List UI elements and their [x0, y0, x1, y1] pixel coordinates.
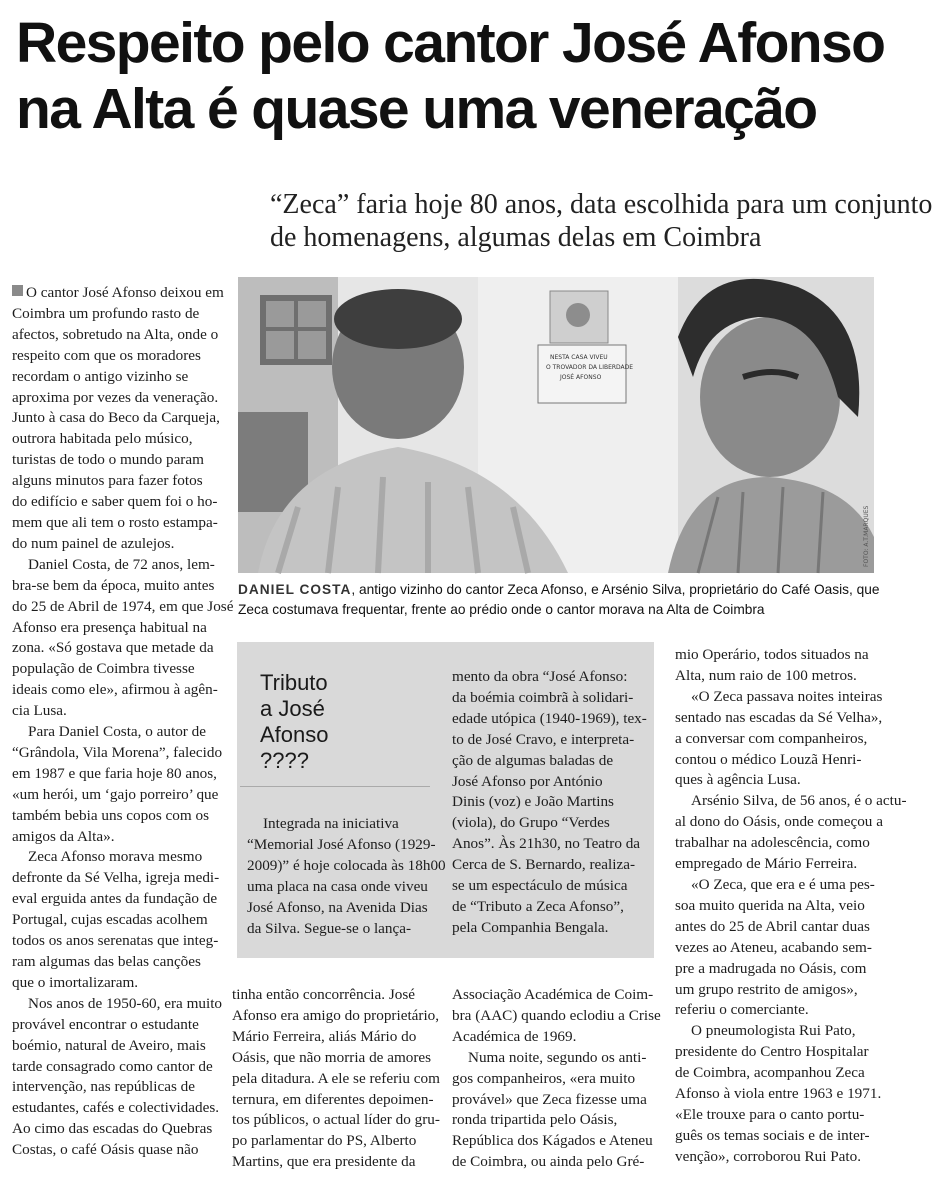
text-line: estudantes, cafés e colectividades. — [12, 1099, 220, 1117]
headline — [16, 10, 885, 142]
text-line: amigos da Alta». — [12, 827, 115, 845]
text-line: O pneumologista Rui Pato, — [691, 1022, 856, 1040]
sidebar-title-line: ???? — [260, 748, 309, 773]
text-line: ram algumas das belas canções — [12, 953, 201, 970]
text-line: República dos Kágados e Ateneu — [452, 1132, 653, 1150]
caption-line: Zeca costumava frequentar, frente ao prédio onde o cantor morava na Alta de Coimbra — [238, 602, 765, 617]
subhead-line: “Zeca” faria hoje 80 anos, data escolhida para um conjunto — [270, 189, 932, 220]
text-line: Afonso à viola entre 1963 e 1971. — [675, 1085, 882, 1103]
headline-line: na Alta é quase uma veneração — [16, 77, 817, 141]
text-line: Académica de 1969. — [452, 1027, 577, 1045]
text-line: mento da obra “José Afonso: — [452, 668, 628, 685]
sidebar-title-line: Tributo — [260, 670, 328, 695]
text-line: Coimbra um profundo rasto de — [12, 304, 200, 322]
text-line: pela Companhia Bengala. — [452, 918, 609, 936]
text-line: Cerca de S. Bernardo, realiza- — [452, 856, 635, 874]
article-column-1 — [12, 283, 234, 1161]
sidebar-title — [260, 670, 420, 774]
text-line: soa muito querida na Alta, veio — [675, 896, 865, 914]
text-line: todos os anos serenatas que integ- — [12, 932, 219, 950]
paragraph — [452, 667, 652, 939]
text-line: provável» que Zeca fizesse uma — [452, 1090, 647, 1108]
text-line: referiu o comerciante. — [675, 1001, 809, 1019]
text-line: uma placa na casa onde viveu — [247, 877, 428, 895]
plaque-text: NESTA CASA VIVEU — [550, 354, 608, 361]
text-line: bra (AAC) quando eclodiu a Crise — [452, 1006, 661, 1024]
text-line: Portugal, cujas escadas acolhem — [12, 911, 208, 929]
paragraph — [12, 555, 234, 722]
sidebar-column-left — [247, 814, 446, 939]
paragraph — [12, 283, 234, 555]
text-line: antes do 25 de Abril cantar duas — [675, 917, 870, 935]
text-line: defronte da Sé Velha, igreja medi- — [12, 869, 220, 887]
text-line: da boémia coimbrã à solidari- — [452, 688, 634, 706]
text-line: Nos anos de 1950-60, era muito — [28, 994, 223, 1012]
text-line: Afonso era presença habitual na — [12, 618, 207, 636]
text-line: to de José Cravo, e interpreta- — [452, 730, 635, 748]
text-line: turistas de todo o mundo param — [12, 451, 204, 469]
text-line: de Coimbra, ou ainda pelo Gré- — [452, 1153, 645, 1171]
paragraph — [12, 722, 234, 847]
text-line: Daniel Costa, de 72 anos, lem- — [28, 555, 215, 573]
text-line: um grupo restrito de amigos», — [675, 980, 858, 998]
text-line: zona. «Só gostava que metade da — [12, 639, 214, 657]
text-line: Para Daniel Costa, o autor de — [28, 723, 206, 741]
caption-name: DANIEL COSTA — [238, 582, 352, 597]
text-line: do 25 de Abril de 1974, em que José — [12, 597, 234, 615]
text-line: po parlamentar do PS, Alberto — [232, 1132, 417, 1150]
paragraph — [675, 645, 878, 687]
sidebar-title-line: a José — [260, 696, 325, 721]
paragraph — [675, 687, 883, 792]
text-line: ques à agência Lusa. — [675, 771, 801, 789]
text-line: Integrada na iniciativa — [263, 815, 399, 832]
text-line: mio Operário, todos situados na — [675, 646, 869, 663]
photo-illustration — [238, 277, 874, 573]
text-line: Zeca Afonso morava mesmo — [28, 848, 203, 866]
text-line: Afonso era amigo do proprietário, — [232, 1006, 440, 1024]
text-line: 2009)” é hoje colocada às 18h00 — [247, 856, 446, 874]
paragraph — [675, 1021, 882, 1167]
sidebar-title-rule — [240, 786, 430, 787]
text-line: Costas, o café Oásis quase não — [12, 1141, 199, 1159]
text-line: Numa noite, segundo os anti- — [468, 1048, 647, 1066]
text-line: José Afonso por António — [452, 772, 603, 790]
plaque-text: O TROVADOR DA LIBERDADE — [546, 364, 634, 371]
text-line: do edifício e saber quem foi o ho- — [12, 493, 218, 511]
sidebar-column-right — [452, 667, 652, 939]
text-line: Dinis (voz) e João Martins — [452, 793, 614, 811]
text-line: “Grândola, Vila Morena”, falecido — [12, 743, 223, 761]
photo-credit: FOTO: A.T.MARQUES — [863, 505, 870, 567]
caption-line — [238, 580, 878, 600]
text-line: guês os temas sociais e de inter- — [675, 1126, 870, 1144]
text-line: ronda tripartida pelo Oásis, — [452, 1111, 618, 1129]
text-line: população de Coimbra tivesse — [12, 660, 195, 678]
paragraph — [675, 875, 878, 1021]
sidebar-title-line: Afonso — [260, 722, 329, 747]
text-line: (viola), do Grupo “Verdes — [452, 814, 610, 832]
text-line: alguns minutos para fazer fotos — [12, 472, 203, 490]
text-line: edade utópica (1940-1969), tex- — [452, 709, 647, 727]
text-line: tarde consagrado como cantor de — [12, 1057, 213, 1075]
paragraph — [452, 985, 664, 1048]
text-line: Alta, num raio de 100 metros. — [675, 666, 857, 684]
text-line: que o imortalizaram. — [12, 973, 139, 991]
paragraph — [232, 985, 447, 1173]
text-line: em 1987 e que faria hoje 80 anos, — [12, 764, 217, 782]
text-line: ideais como ele», afirmou à agên- — [12, 681, 218, 699]
paragraph — [452, 1048, 664, 1173]
text-line: vezes ao Ateneu, acabando sem- — [675, 938, 872, 956]
text-line: tinha então concorrência. José — [232, 986, 416, 1003]
text-line: Mário Ferreira, aliás Mário do — [232, 1027, 417, 1045]
text-line: recordam o antigo vizinho se — [12, 367, 189, 385]
paragraph — [247, 814, 446, 939]
text-line: contou o médico Louzã Henri- — [675, 750, 862, 768]
text-line: presidente do Centro Hospitalar — [675, 1043, 869, 1061]
text-line: cia Lusa. — [12, 702, 67, 720]
text-line: de Coimbra, acompanhou Zeca — [675, 1064, 865, 1082]
caption-text: , antigo vizinho do cantor Zeca Afonso, e Arsénio Silva, proprietário do Café Oasis, que — [351, 582, 880, 597]
subheadline — [270, 188, 932, 254]
text-line: Associação Académica de Coim- — [452, 986, 654, 1003]
text-line: «Ele trouxe para o canto portu- — [675, 1105, 865, 1123]
text-line: Martins, que era presidente da — [232, 1153, 416, 1171]
text-line: Junto à casa do Beco da Carqueja, — [12, 409, 220, 427]
text-line: sentado nas escadas da Sé Velha», — [675, 708, 883, 726]
text-line: al dono do Oásis, onde começou a — [675, 813, 883, 831]
plaque-text: JOSÉ AFONSO — [560, 374, 602, 381]
text-line: Anos”. Às 21h30, no Teatro da — [452, 835, 641, 853]
text-line: «um herói, um ‘gajo porreiro’ que — [12, 785, 219, 803]
text-line: Oásis, que não morria de amores — [232, 1048, 432, 1066]
article-column-4 — [675, 645, 907, 1168]
text-line: outrora habitada pelo músico, — [12, 430, 193, 448]
text-line: «O Zeca, que era e é uma pes- — [691, 875, 875, 893]
article-column-3 — [452, 985, 664, 1173]
text-line: «O Zeca passava noites inteiras — [691, 687, 883, 705]
text-line: do num painel de azulejos. — [12, 534, 175, 552]
text-line: provável encontrar o estudante — [12, 1015, 199, 1033]
text-line: se um espectáculo de música — [452, 877, 628, 895]
text-line: a conversar com companheiros, — [675, 729, 868, 747]
text-line: aproxima por vezes da veneração. — [12, 388, 219, 406]
text-line: ternura, em diferentes depoimen- — [232, 1090, 434, 1108]
text-line: ção de algumas baladas de — [452, 751, 614, 769]
subhead-line: de homenagens, algumas delas em Coimbra — [270, 222, 762, 253]
paragraph — [12, 994, 234, 1161]
paragraph — [12, 847, 234, 993]
text-line: bra-se bem da época, muito antes — [12, 576, 215, 594]
text-line: mem que ali tem o rosto estampa- — [12, 513, 218, 531]
text-line: gos companheiros, «era muito — [452, 1069, 636, 1087]
text-line: pela ditadura. A ele se referiu com — [232, 1069, 440, 1087]
text-line: afectos, sobretudo na Alta, onde o — [12, 325, 219, 343]
article-photo — [238, 277, 874, 573]
text-line: eval erguida antes da fundação de — [12, 890, 218, 908]
text-line: tos públicos, o actual líder do gru- — [232, 1111, 440, 1129]
text-line: respeito com que os moradores — [12, 346, 201, 364]
text-line: também bebia uns copos com os — [12, 806, 209, 824]
paragraph — [675, 791, 907, 875]
text-line: empregado de Mário Ferreira. — [675, 855, 858, 873]
text-line: trabalhar na adolescência, como — [675, 834, 870, 852]
text-line: Arsénio Silva, de 56 anos, é o actu- — [691, 792, 907, 810]
text-line: intervenção, nas repúblicas de — [12, 1078, 196, 1096]
headline-line: Respeito pelo cantor José Afonso — [16, 11, 885, 75]
lead-marker — [12, 285, 23, 296]
text-line: pre a madrugada no Oásis, com — [675, 959, 867, 977]
text-line: Ao cimo das escadas do Quebras — [12, 1120, 213, 1138]
text-line: venção», corroborou Rui Pato. — [675, 1147, 862, 1165]
text-line: boémio, natural de Aveiro, mais — [12, 1036, 206, 1054]
article-column-2 — [232, 985, 447, 1173]
text-line: O cantor José Afonso deixou em — [12, 283, 234, 304]
text-line: “Memorial José Afonso (1929- — [247, 835, 436, 853]
text-line: José Afonso, na Avenida Dias — [247, 898, 428, 916]
photo-caption — [238, 580, 878, 620]
text-line: da Silva. Segue-se o lança- — [247, 919, 412, 937]
text-line: de “Tributo a Zeca Afonso”, — [452, 897, 624, 915]
